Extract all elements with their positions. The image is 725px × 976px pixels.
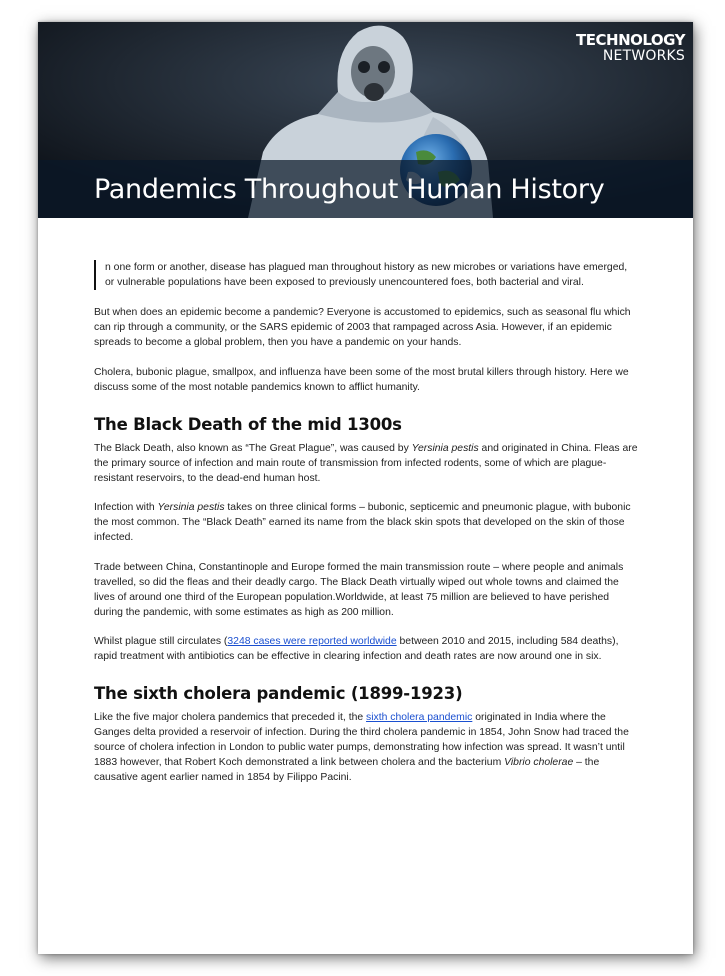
logo-line-2: NETWORKS bbox=[602, 48, 685, 64]
section-heading-cholera: The sixth cholera pandemic (1899-1923) bbox=[94, 684, 463, 703]
section-heading-black-death: The Black Death of the mid 1300s bbox=[94, 414, 402, 434]
intro-paragraph-1: n one form or another, disease has plagued man throughout history as new microbes or variations have emerged, or vulnerable populations have been exposed to previously unencountered foes, both bacterial and viral. bbox=[94, 260, 638, 290]
text-span: Like the five major cholera pandemics that preceded it, the bbox=[94, 712, 367, 723]
article-body bbox=[94, 260, 638, 800]
document-page bbox=[38, 22, 693, 954]
text-span: and originated in China. Fleas are the primary source of infection and main route of transmission from infected rodents, some of which are plague-resistant reservoirs, to the dead-end human host. bbox=[94, 442, 638, 484]
intro-paragraph-2: But when does an epidemic become a pandemic? Everyone is accustomed to epidemics, such as seasonal flu which can rip through a community, or the SARS epidemic of 2003 that rampaged across Asia. However, if an epidemic spreads to become a global problem, then you have a pandemic on your hands. bbox=[94, 307, 631, 348]
text-span: between 2010 and 2015, including 584 deaths), rapid treatment with antibiotics can be effective in clearing infection and death rates are now around one in six. bbox=[94, 636, 619, 662]
species-name: Vibrio cholerae bbox=[504, 757, 574, 768]
black-death-paragraph-3: Trade between China, Constantinople and Europe formed the main transmission route – where people and animals travelled, so did the fleas and their deadly cargo. The Black Death virtually wiped out whole towns and claimed the lives of around one third of the European population.Worldwide, at least 75 million are believed to have perished during the pandemic, with some estimates as high as 200 million. bbox=[94, 561, 624, 618]
text-span: takes on three clinical forms – bubonic, septicemic and pneumonic plague, with bubonic the most common. The “Black Death” earned its name from the black skin spots that developed on the skin of those infected. bbox=[94, 502, 631, 543]
page-title: Pandemics Throughout Human History bbox=[94, 174, 605, 205]
plague-cases-link[interactable]: 3248 cases were reported worldwide bbox=[227, 636, 397, 647]
intro-paragraph-3: Cholera, bubonic plague, smallpox, and influenza have been some of the most brutal killers through history. Here we discuss some of the most notable pandemics known to afflict humanity. bbox=[94, 366, 629, 393]
text-span: originated in India where the Ganges delta provided a reservoir of infection. During the third cholera pandemic in 1854, John Snow had traced the source of cholera infection in London to public water pumps, demonstrating how infection was spread. It wasn’t until 1883 however, that Robert Koch demonstrated a link between cholera and the bacterium bbox=[94, 712, 629, 768]
black-death-paragraph-2 bbox=[94, 500, 638, 545]
header-banner bbox=[38, 22, 693, 218]
black-death-paragraph-4 bbox=[94, 634, 638, 664]
sixth-cholera-pandemic-link[interactable]: sixth cholera pandemic bbox=[366, 712, 473, 723]
cholera-paragraph-1 bbox=[94, 710, 638, 785]
text-span: Whilst plague still circulates ( bbox=[94, 636, 228, 647]
species-name: Yersinia pestis bbox=[157, 502, 225, 513]
text-span: Infection with bbox=[94, 502, 158, 513]
text-span: – the causative agent earlier named in 1854 by Filippo Pacini. bbox=[94, 757, 600, 783]
text-span: The Black Death, also known as “The Great Plague”, was caused by bbox=[94, 442, 412, 454]
black-death-paragraph-1 bbox=[94, 441, 638, 486]
technology-networks-logo bbox=[576, 32, 685, 64]
species-name: Yersinia pestis bbox=[411, 442, 479, 454]
logo-line-1: TECHNOLOGY bbox=[576, 31, 685, 49]
